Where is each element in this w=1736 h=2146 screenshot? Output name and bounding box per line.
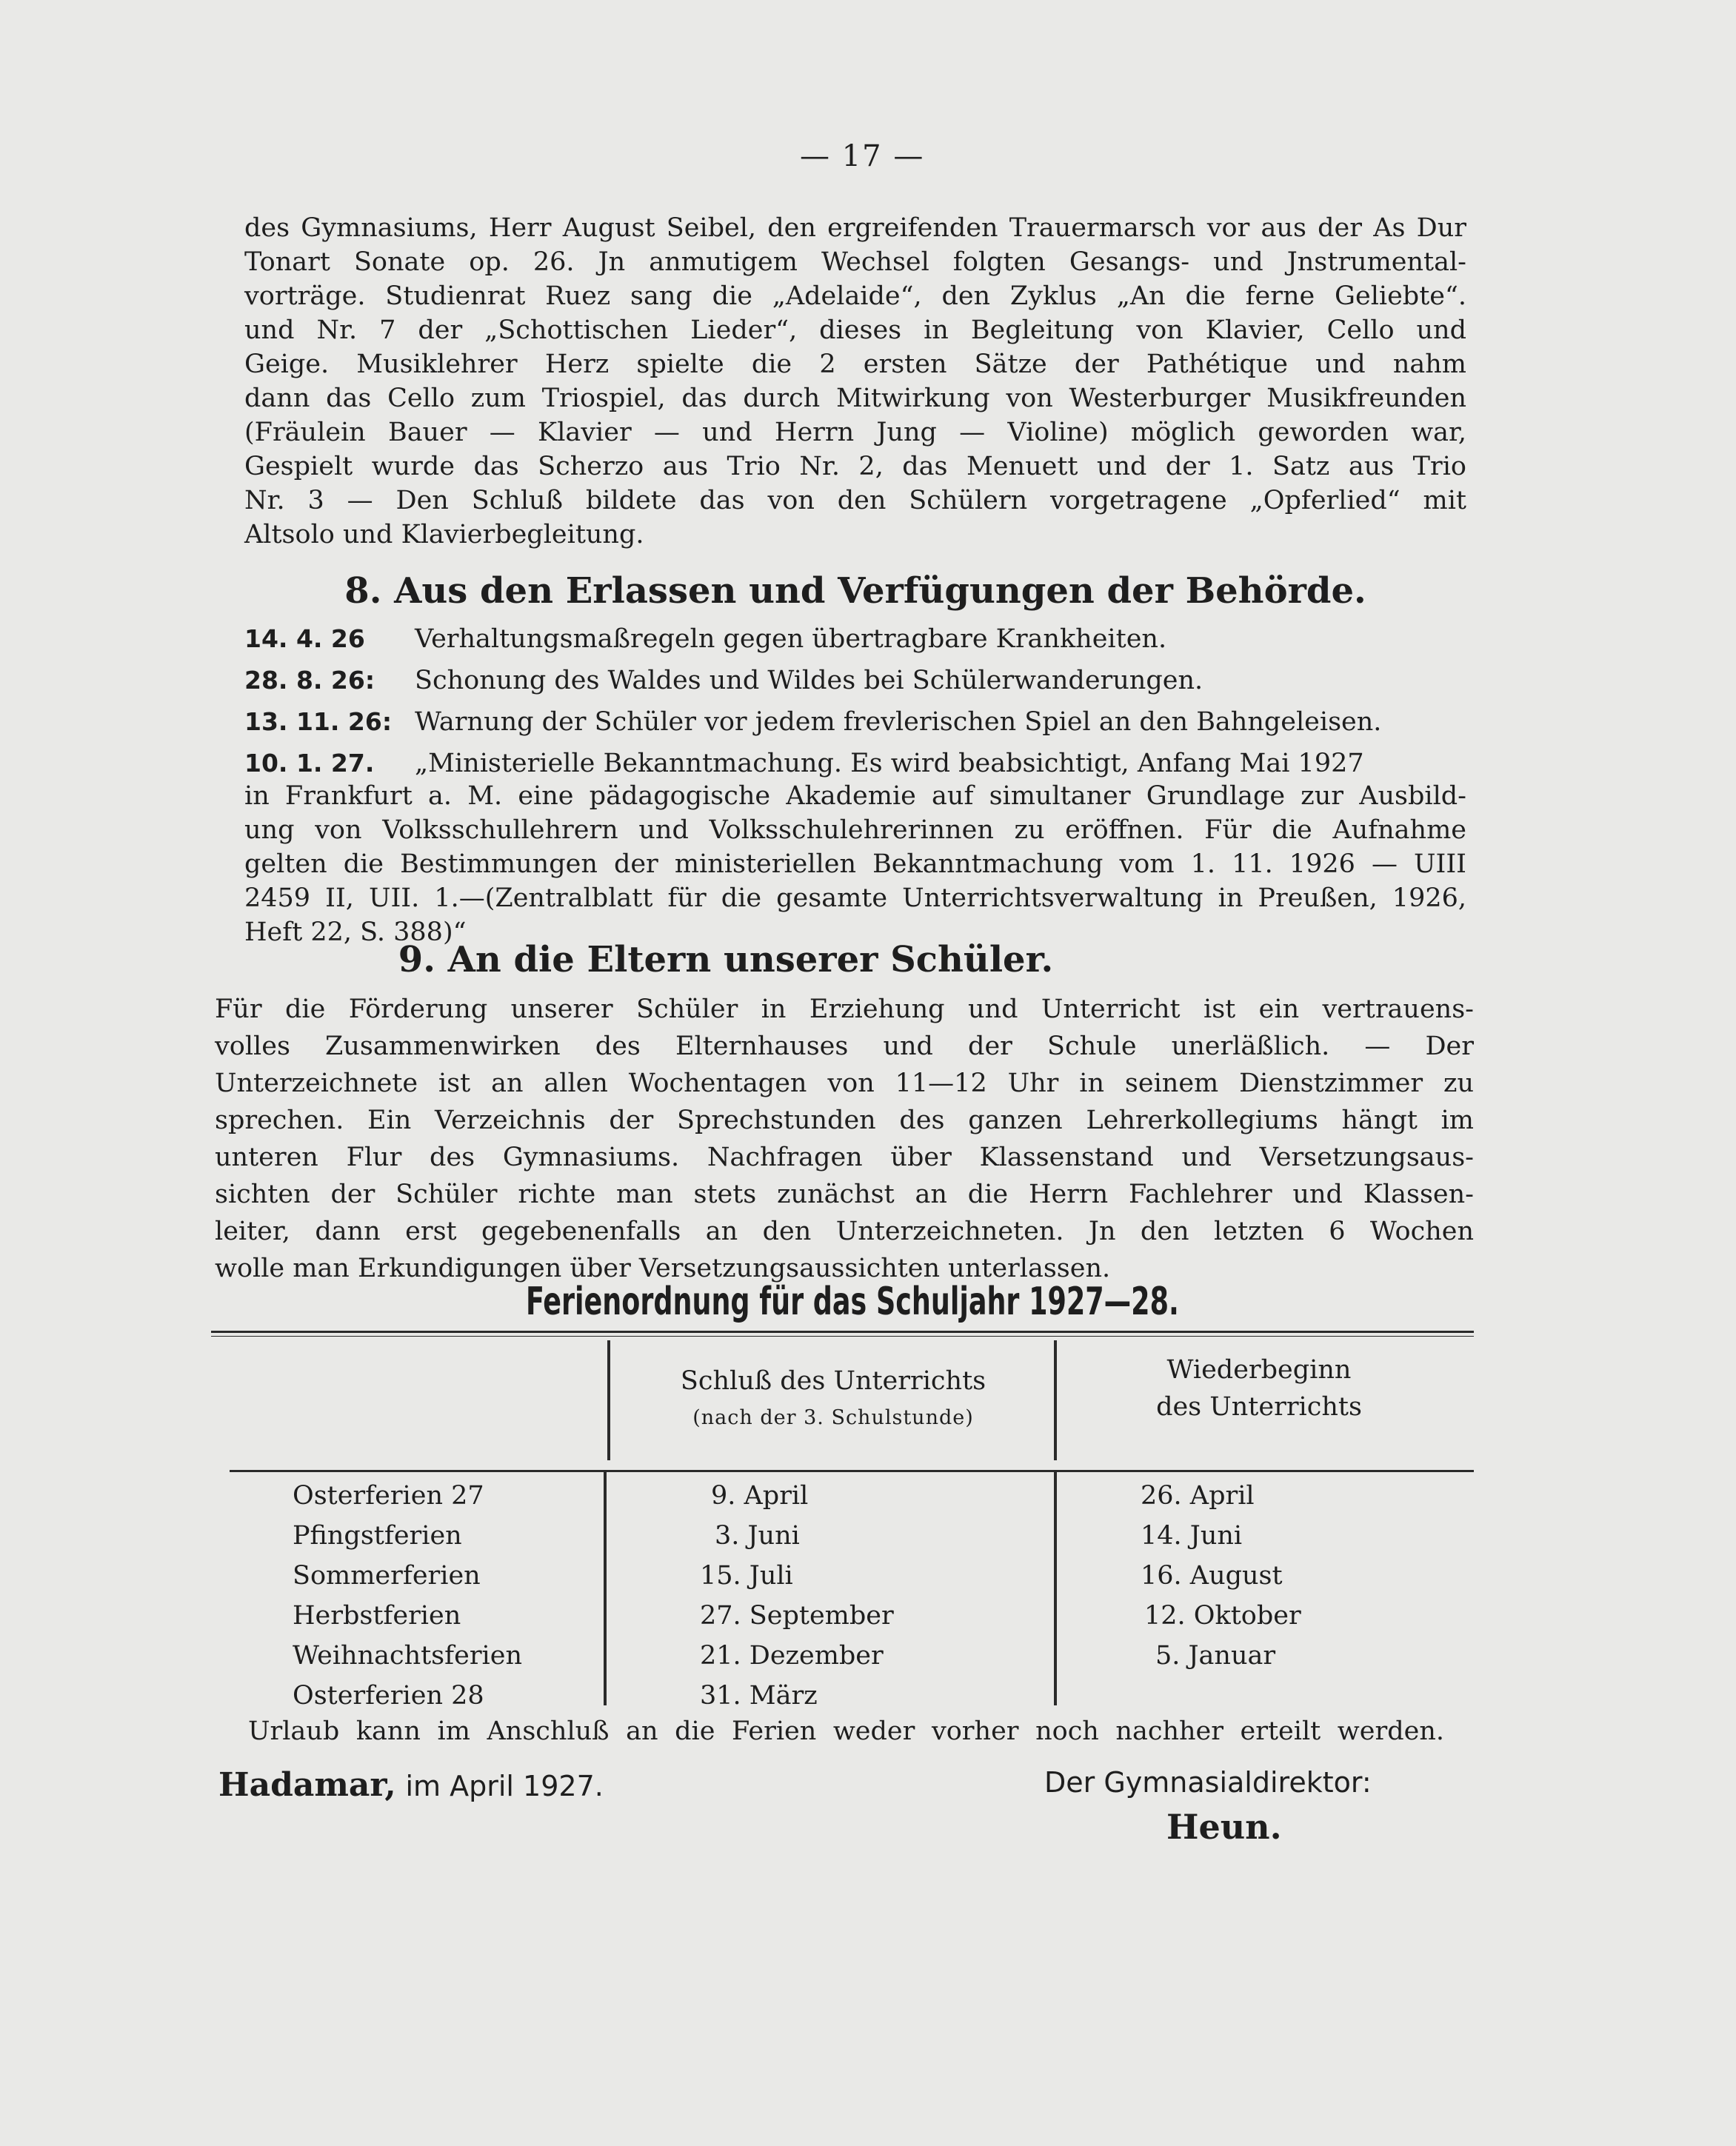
decree-text: „Ministerielle Bekanntmachung. Es wird beabsichtigt, Anfang Mai 1927 — [415, 749, 1364, 778]
row-end: 15. Juli — [700, 1561, 793, 1591]
table-divider-2 — [1054, 1340, 1057, 1460]
text-line: ung von Volksschullehrern und Volksschulehrerinnen zu eröffnen. Für die Aufnahme — [244, 815, 1466, 845]
row-name: Osterferien 27 — [293, 1481, 484, 1511]
row-start: 26. April — [1141, 1481, 1255, 1511]
text-line: Für die Förderung unserer Schüler in Erziehung und Unterricht ist ein vertrauens- — [215, 995, 1474, 1024]
section-8-heading: 8. Aus den Erlassen und Verfügungen der Behörde. — [344, 570, 1366, 612]
table-divider-1 — [607, 1340, 610, 1460]
text-line: dann das Cello zum Triospiel, das durch Mitwirkung von Westerburger Musikfreunden — [244, 384, 1466, 413]
decree-date: 13. 11. 26: — [244, 707, 393, 736]
decree-text: Verhaltungsmaßregeln gegen übertragbare Krankheiten. — [415, 624, 1167, 654]
row-start: 12. Oktober — [1144, 1601, 1301, 1631]
text-line: Heft 22, S. 388)“ — [244, 917, 467, 947]
table-divider-1-body — [604, 1472, 607, 1705]
row-end: 3. Juni — [715, 1521, 800, 1551]
signature-place-date — [218, 1766, 604, 1804]
row-end: 27. September — [700, 1601, 894, 1631]
text-line: leiter, dann erst gegebenenfalls an den Unterzeichneten. Jn den letzten 6 Wochen — [215, 1217, 1474, 1246]
page-number: — 17 — — [800, 139, 925, 173]
signature-name: Heun. — [1166, 1807, 1282, 1847]
signature-date: im April 1927. — [405, 1770, 604, 1802]
section-9-heading: 9. An die Eltern unserer Schüler. — [398, 939, 1054, 980]
decree-item — [244, 618, 1466, 660]
text-line: volles Zusammenwirken des Elternhauses und der Schule unerläßlich. — Der — [215, 1032, 1474, 1061]
row-end: 31. März — [700, 1681, 818, 1711]
row-name: Sommerferien — [293, 1561, 481, 1591]
column-header-restart — [1059, 1351, 1459, 1425]
decree-item — [244, 743, 1466, 784]
signature-place: Hadamar, — [218, 1766, 396, 1804]
text-line: Urlaub kann im Anschluß an die Ferien weder vorher noch nachher erteilt werden. — [248, 1717, 1444, 1746]
text-line: Geige. Musiklehrer Herz spielte die 2 ersten Sätze der Pathétique und nahm — [244, 350, 1466, 379]
text-line: des Gymnasiums, Herr August Seibel, den ergreifenden Trauermarsch vor aus der As Dur — [244, 213, 1466, 243]
table-top-rule — [211, 1331, 1474, 1333]
row-start: 14. Juni — [1141, 1521, 1243, 1551]
column-header-end-note: (nach der 3. Schulstunde) — [692, 1406, 974, 1429]
decree-text: Warnung der Schüler vor jedem frevlerischen Spiel an den Bahngeleisen. — [415, 707, 1382, 737]
parents-paragraph — [215, 991, 1474, 1287]
decree-date: 28. 8. 26: — [244, 666, 375, 695]
text-line: wolle man Erkundigungen über Versetzungsaussichten unterlassen. — [215, 1254, 1111, 1283]
decree-item — [244, 701, 1466, 743]
table-title: Ferienordnung für das Schuljahr 1927—28. — [526, 1280, 1179, 1324]
decree-item — [244, 660, 1466, 701]
decree-date: 14. 4. 26 — [244, 624, 365, 653]
column-header-end — [615, 1363, 1052, 1437]
text-line: Unterzeichnete ist an allen Wochentagen von 11—12 Uhr in seinem Dienstzimmer zu — [215, 1069, 1474, 1098]
text-line: Nr. 3 — Den Schluß bildete das von den Schülern vorgetragene „Opferlied“ mit — [244, 486, 1466, 515]
column-header-restart-l1: Wiederbeginn — [1166, 1355, 1352, 1385]
row-end: 21. Dezember — [700, 1641, 884, 1671]
text-line: unteren Flur des Gymnasiums. Nachfragen über Klassenstand und Versetzungsaus- — [215, 1143, 1474, 1172]
row-name: Herbstferien — [293, 1601, 461, 1631]
row-name: Osterferien 28 — [293, 1681, 484, 1711]
row-start: 16. August — [1141, 1561, 1283, 1591]
column-header-restart-l2: des Unterrichts — [1156, 1392, 1362, 1422]
table-top-rule-thin — [211, 1336, 1474, 1337]
table-divider-2-body — [1054, 1472, 1057, 1705]
row-start: 5. Januar — [1155, 1641, 1276, 1671]
decree-continuation — [244, 779, 1466, 949]
decree-text: Schonung des Waldes und Wildes bei Schülerwanderungen. — [415, 666, 1203, 695]
row-name: Pfingstferien — [293, 1521, 462, 1551]
table-header-rule — [230, 1470, 1474, 1472]
signature-role: Der Gymnasialdirektor: — [1044, 1766, 1372, 1799]
vacation-note — [248, 1713, 1444, 1750]
text-line: 2459 II, UII. 1.—(Zentralblatt für die gesamte Unterrichtsverwaltung in Preußen, 1926, — [244, 883, 1466, 913]
decree-date: 10. 1. 27. — [244, 749, 375, 778]
text-line: vorträge. Studienrat Ruez sang die „Adelaide“, den Zyklus „An die ferne Geliebte“. — [244, 281, 1466, 311]
text-line: Gespielt wurde das Scherzo aus Trio Nr. 2, das Menuett und der 1. Satz aus Trio — [244, 452, 1466, 481]
text-line: sprechen. Ein Verzeichnis der Sprechstunden des ganzen Lehrerkollegiums hängt im — [215, 1106, 1474, 1135]
decree-list — [244, 618, 1466, 784]
text-line: Altsolo und Klavierbegleitung. — [244, 520, 644, 549]
column-header-end-title: Schluß des Unterrichts — [680, 1366, 986, 1396]
text-line: gelten die Bestimmungen der ministeriellen Bekanntmachung vom 1. 11. 1926 — UIII — [244, 849, 1466, 879]
intro-paragraph — [244, 211, 1466, 552]
text-line: Tonart Sonate op. 26. Jn anmutigem Wechsel folgten Gesangs- und Jnstrumental- — [244, 247, 1466, 277]
row-name: Weihnachtsferien — [293, 1641, 522, 1671]
text-line: in Frankfurt a. M. eine pädagogische Akademie auf simultaner Grundlage zur Ausbild- — [244, 781, 1466, 811]
text-line: und Nr. 7 der „Schottischen Lieder“, dieses in Begleitung von Klavier, Cello und — [244, 315, 1466, 345]
text-line: sichten der Schüler richte man stets zunächst an die Herrn Fachlehrer und Klassen- — [215, 1180, 1474, 1209]
row-end: 9. April — [711, 1481, 809, 1511]
text-line: (Fräulein Bauer — Klavier — und Herrn Jung — Violine) möglich geworden war, — [244, 418, 1466, 447]
